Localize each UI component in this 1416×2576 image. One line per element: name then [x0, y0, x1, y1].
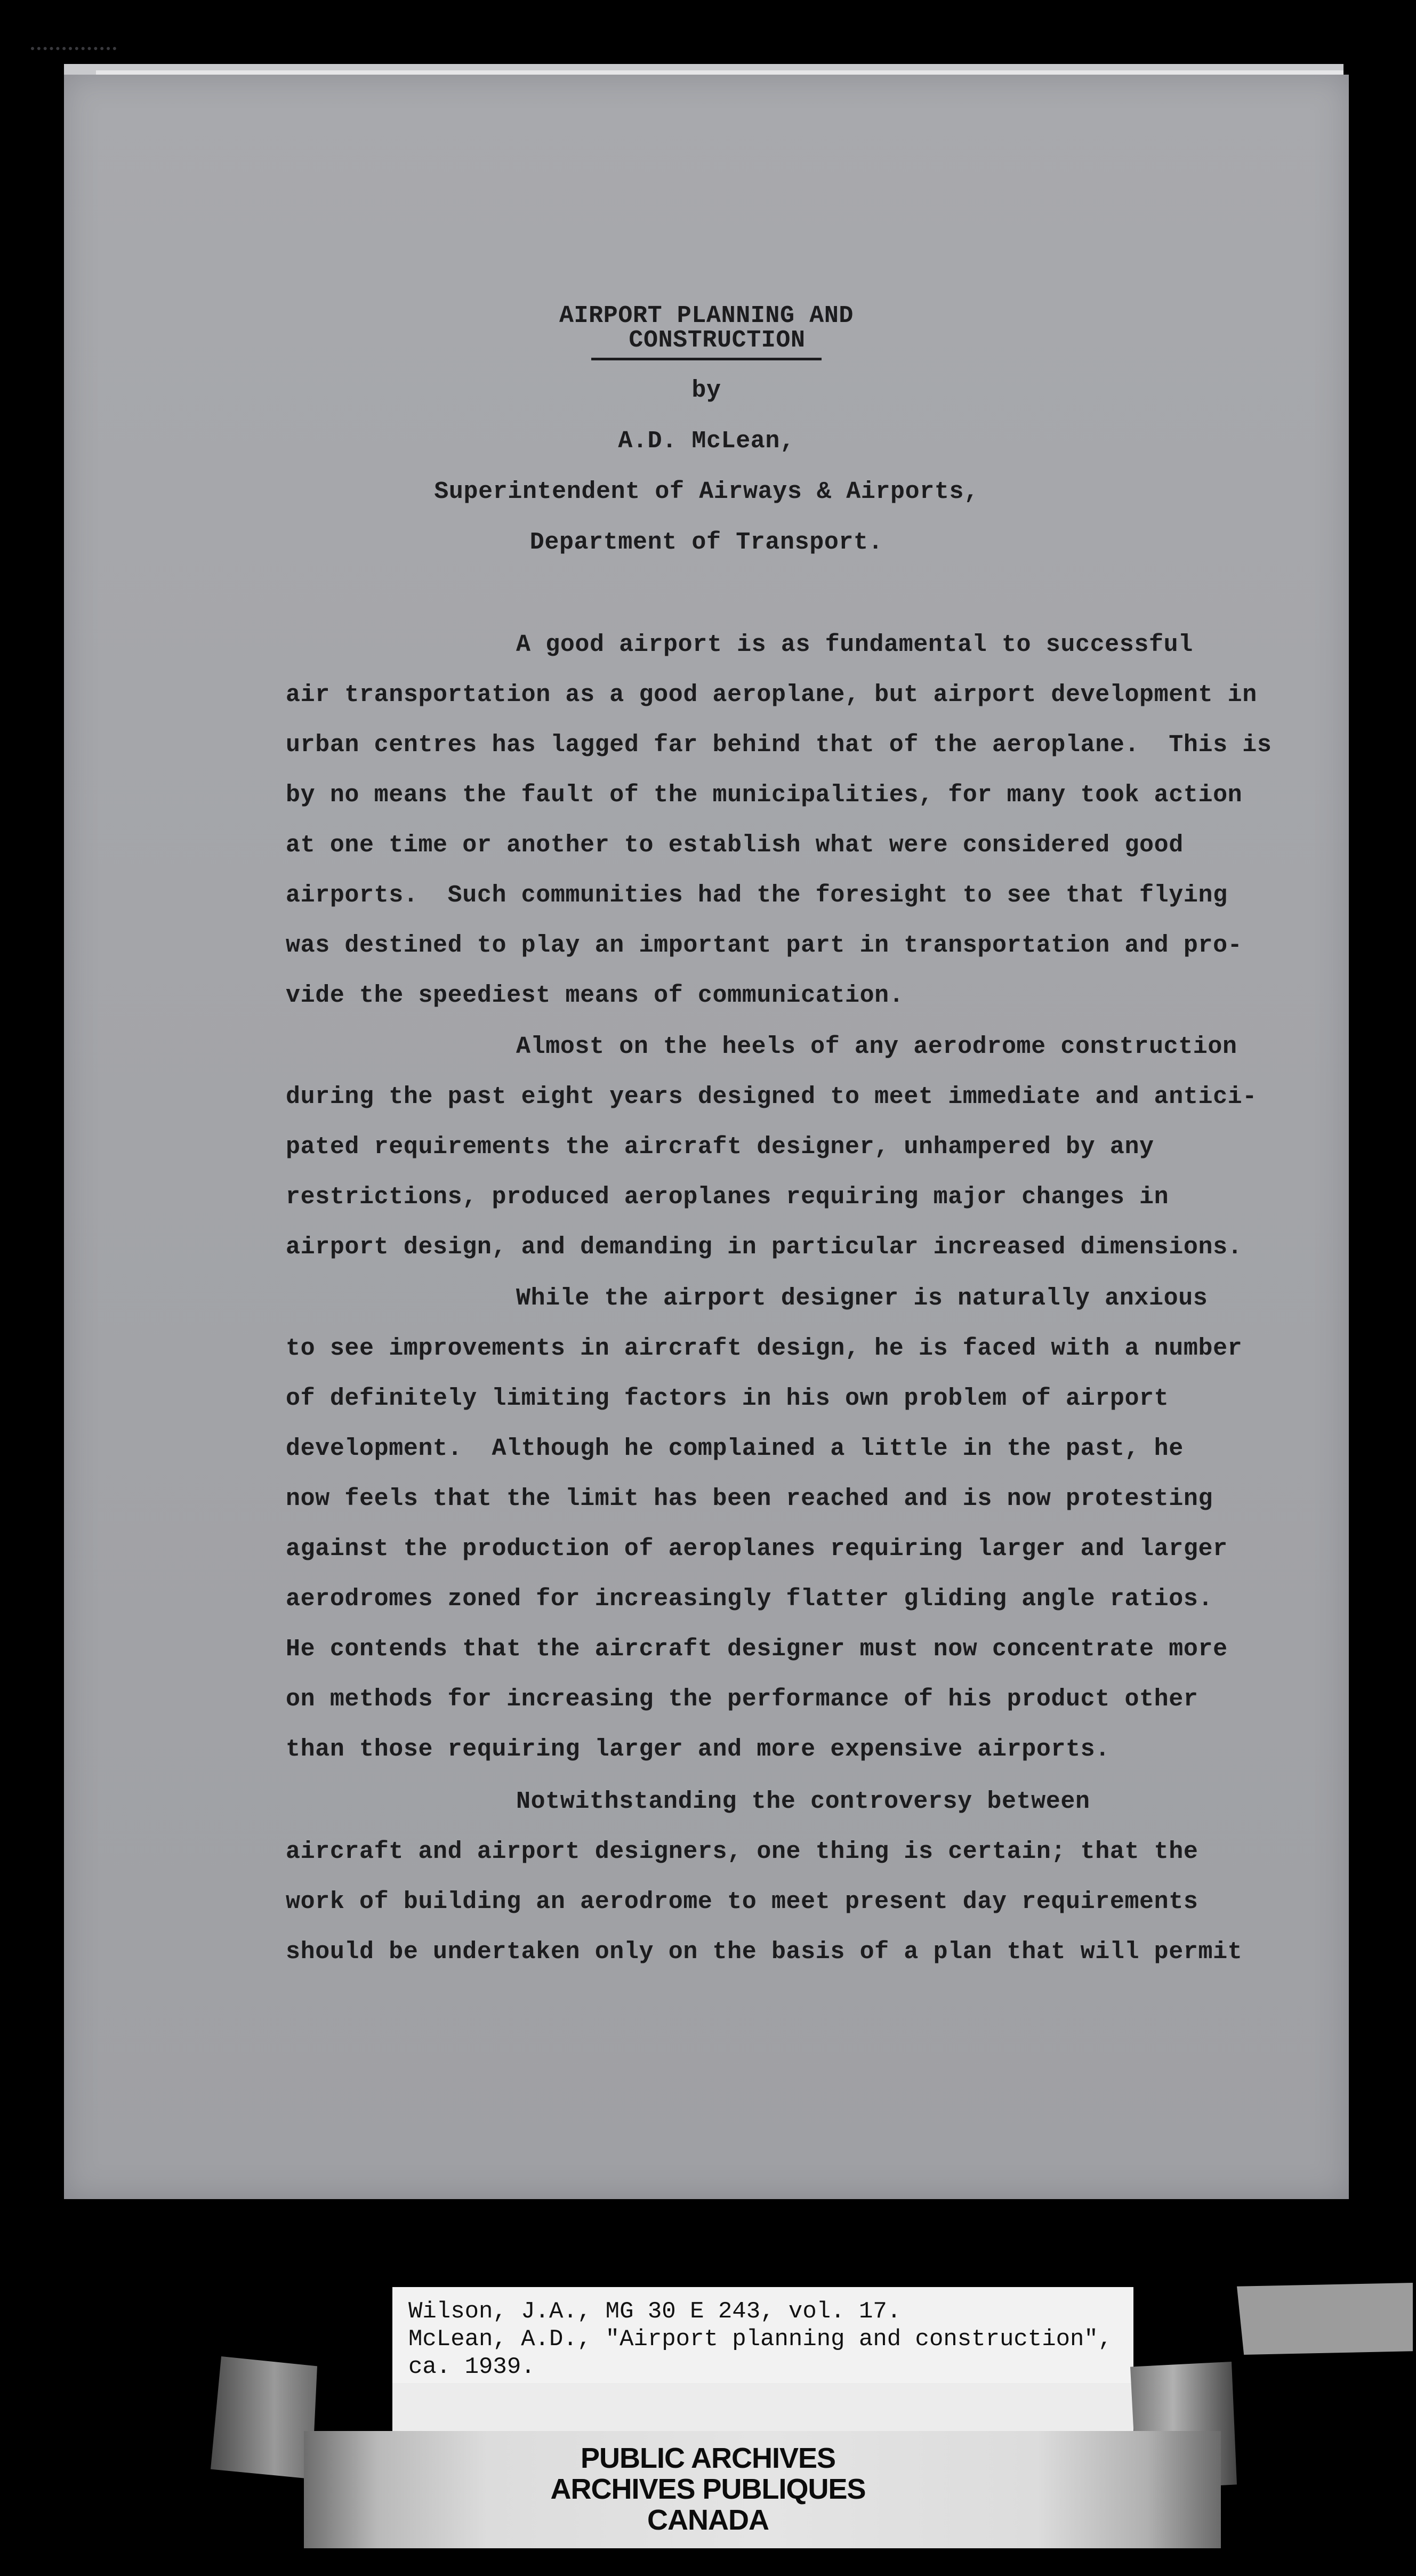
body-line: to see improvements in aircraft design, he is faced with a number — [286, 1335, 1243, 1362]
title-block — [64, 301, 1349, 360]
side-tag — [1237, 2283, 1413, 2355]
title-line-1: AIRPORT PLANNING AND — [559, 302, 854, 329]
archive-catalogue-label — [392, 2287, 1133, 2383]
body-line: vide the speediest means of communication. — [286, 982, 904, 1009]
title-line-2-wrap — [64, 326, 1349, 360]
title-line-2: CONSTRUCTION — [591, 326, 821, 360]
body-line: While the airport designer is naturally anxious — [516, 1285, 1208, 1312]
body-line: should be undertaken only on the basis of a plan that will permit — [286, 1938, 1243, 1966]
body-line: A good airport is as fundamental to successful — [516, 631, 1193, 658]
stamp-line-2: ARCHIVES PUBLIQUES — [550, 2473, 866, 2505]
body-line: air transportation as a good aeroplane, but airport development in — [286, 681, 1257, 709]
author-title: Superintendent of Airways & Airports, — [434, 478, 979, 505]
label-lower-area — [392, 2383, 1133, 2431]
body-line: urban centres has lagged far behind that of the aeroplane. This is — [286, 731, 1272, 759]
body-line: than those requiring larger and more expensive airports. — [286, 1736, 1110, 1763]
body-line: airports. Such communities had the foresight to see that flying — [286, 882, 1228, 909]
body-line: aerodromes zoned for increasingly flatter gliding angle ratios. — [286, 1585, 1213, 1613]
body-line: He contends that the aircraft designer must now concentrate more — [286, 1636, 1228, 1663]
body-line: Notwithstanding the controversy between — [516, 1788, 1090, 1815]
author-name: A.D. McLean, — [618, 428, 795, 455]
body-line: restrictions, produced aeroplanes requiring major changes in — [286, 1184, 1169, 1211]
body-line: development. Although he complained a little in the past, he — [286, 1435, 1184, 1462]
label-line-2: McLean, A.D., "Airport planning and construction", — [408, 2326, 1113, 2353]
body-line: at one time or another to establish what were considered good — [286, 832, 1184, 859]
stamp-line-1: PUBLIC ARCHIVES — [580, 2442, 836, 2474]
body-line: during the past eight years designed to meet immediate and antici- — [286, 1083, 1257, 1110]
body-line: airport design, and demanding in particular increased dimensions. — [286, 1234, 1243, 1261]
stamp-line-3: CANADA — [647, 2504, 769, 2536]
byline-by: by — [691, 377, 721, 404]
department: Department of Transport. — [529, 529, 883, 556]
body-line: work of building an aerodrome to meet present day requirements — [286, 1888, 1198, 1915]
label-line-3: ca. 1939. — [408, 2354, 535, 2380]
pin-mark — [31, 47, 116, 55]
body-line: by no means the fault of the municipalities, for many took action — [286, 782, 1243, 809]
label-line-1: Wilson, J.A., MG 30 E 243, vol. 17. — [408, 2298, 902, 2325]
body-line: Almost on the heels of any aerodrome construction — [516, 1033, 1237, 1060]
body-line: of definitely limiting factors in his own problem of airport — [286, 1385, 1169, 1412]
body-line: aircraft and airport designers, one thing is certain; that the — [286, 1838, 1198, 1865]
body-line: was destined to play an important part in transportation and pro- — [286, 932, 1243, 959]
body-line: pated requirements the aircraft designer, unhampered by any — [286, 1133, 1154, 1161]
typed-page — [64, 75, 1349, 2199]
page-top-edge-highlight — [96, 70, 1343, 75]
body-line: on methods for increasing the performance of his product other — [286, 1686, 1198, 1713]
body-line: against the production of aeroplanes requiring larger and larger — [286, 1535, 1228, 1563]
body-line: now feels that the limit has been reached and is now protesting — [286, 1485, 1213, 1512]
